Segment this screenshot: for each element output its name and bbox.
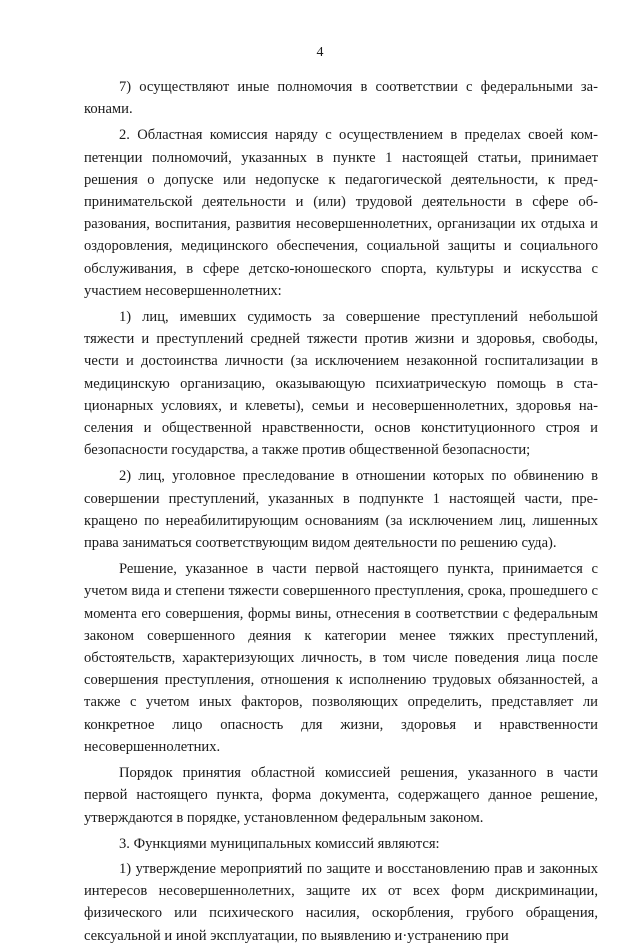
list-item-2-prosecuted-persons: 2) лиц, уголовное преследование в отношении которых по обвинению в совершении преступлений, указанных в подпункте 1 настоящей части, прекращено по нереабилитирующим основаниям (за исключением лиц, лишенных права заниматься соответствующим видом деятельности по решению суда). [84,468,598,552]
list-item-1-protection-measures: 1) утверждение мероприятий по защите и восстановлению прав и законных интересов несовершеннолетних, защите их от всех форм дискриминации, физического или психического насилия, оскорбления, грубого обращения, сексуальной и иной эксплуатации, по выявлению и·устранению при [84,860,598,944]
paragraph-3-municipal-functions: 3. Функциями муниципальных комиссий являются: [119,835,440,852]
paragraph-decision-criteria: Решение, указанное в части первой настоящего пункта, принимается с учетом вида и степени тяжести совершенного преступления, срока, прошедшего с момента его совершения, формы вины, отнесения в соответствии с федеральным законом совершенного деяния к категории менее тяжких преступлений, обстоятельств, характеризующих личность, в том числе поведения лица после совершения преступления, отношения к исполнению трудовых обязанностей, а также с учетом иных факторов, позволяющих определить, представляет ли конкретное лицо опасность для жизни, здоровья и нравственности несовершеннолетних. [84,561,598,755]
paragraph-7-other-powers: 7) осуществляют иные полномочия в соответствии с федеральными законами. [84,79,598,118]
paragraph-decision-procedure: Порядок принятия областной комиссией решения, указанного в части первой настоящего пункта, форма документа, содержащего данное решение, утверждаются в порядке, установленном федеральным законом. [84,765,598,826]
paragraph-2-regional-commission: 2. Областная комиссия наряду с осуществлением в пределах своей компетенции полномочий, указанных в пункте 1 настоящей статьи, принимает решения о допуске или недопуске к педагогической деятельности, к предпринимательской деятельности и (или) трудовой деятельности в сфере образования, воспитания, развития несовершеннолетних, организации их отдыха и оздоровления, медицинского обеспечения, социальной защиты и социального обслуживания, в сфере детско-юношеского спорта, культуры и искусства с участием несовершеннолетних: [84,127,598,299]
list-item-1-convicted-persons: 1) лиц, имевших судимость за совершение преступлений небольшой тяжести и преступлений средней тяжести против жизни и здоровья, свободы, чести и достоинства личности (за исключением незаконной госпитализации в медицинскую организацию, оказывающую психиатрическую помощь в стационарных условиях, и клеветы), семьи и несовершеннолетних, здоровья населения и общественной нравственности, основ конституционного строя и безопасности государства, а также против общественной безопасности; [84,309,598,459]
page-number: 4 [316,45,324,60]
document-body [84,76,598,951]
